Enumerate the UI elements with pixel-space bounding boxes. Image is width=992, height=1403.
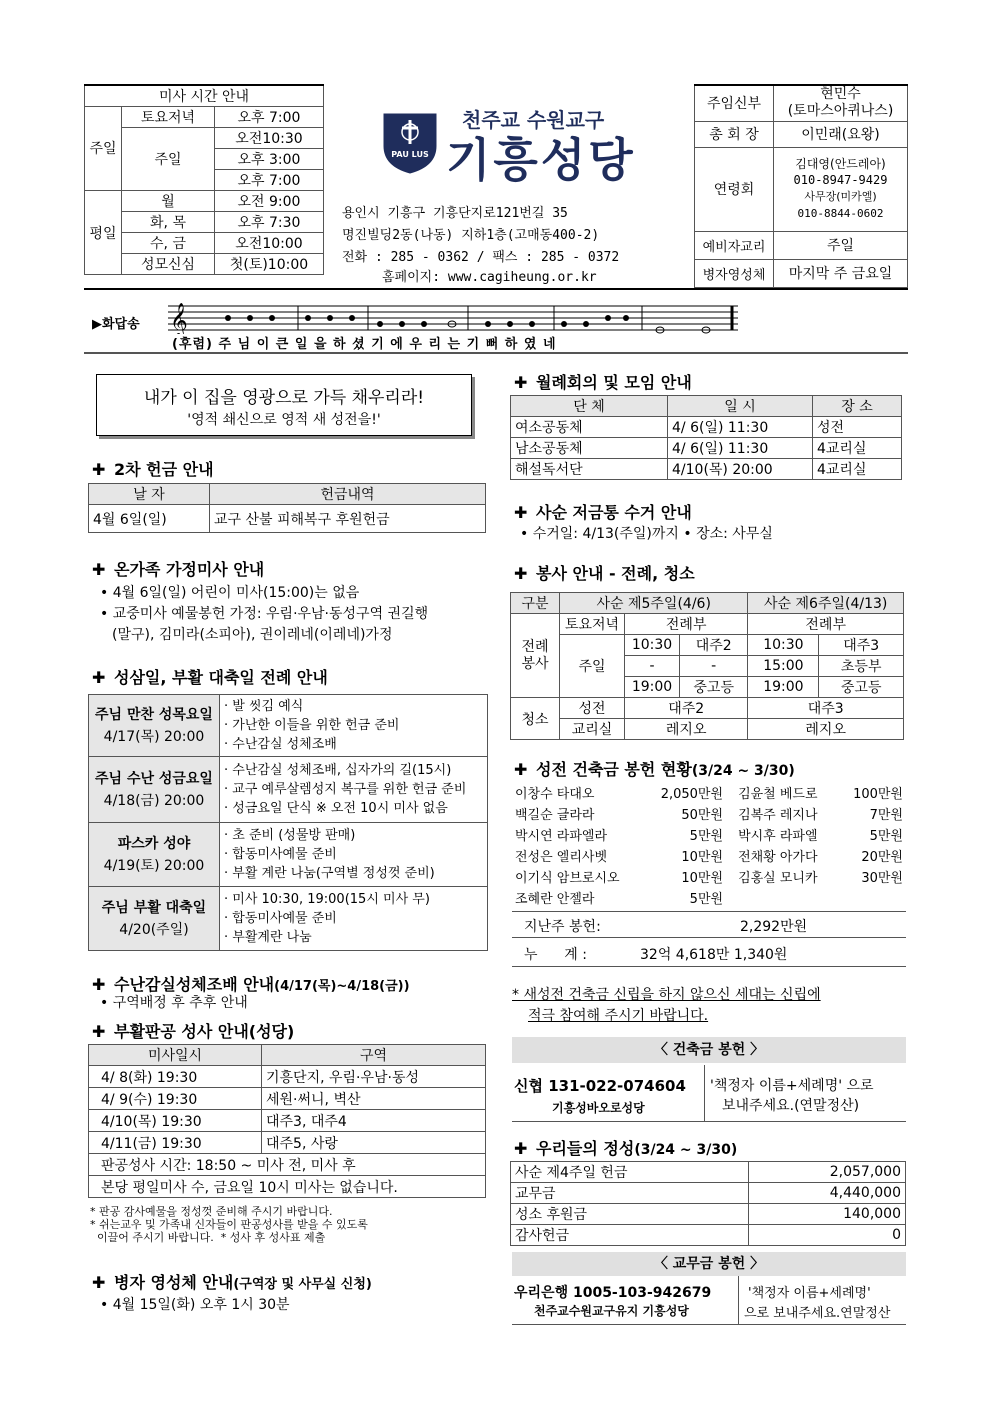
meeting-time: 4/ 6(일) 11:30	[668, 438, 813, 459]
service-time: 10:30	[748, 635, 819, 656]
section-offerings	[514, 1136, 737, 1159]
confession-area: 대주3, 대주4	[262, 1110, 486, 1132]
plus-icon: ✚	[514, 373, 528, 392]
holy-week-items: · 미사 10:30, 19:00(15시 미사 무) · 합동미사예물 준비 · 부활계란 나눔	[220, 887, 488, 951]
homepage-label: 홈페이지:	[382, 270, 441, 285]
banner-box	[96, 374, 472, 436]
section-title: 성전 건축금 봉헌 현황	[536, 760, 692, 779]
section-savings	[514, 500, 692, 523]
account-memo: '책정자 이름+세례명'	[748, 1286, 871, 1301]
section-title: 사순 저금통 수거 안내	[536, 503, 692, 522]
donor-name: 백길순 글라라	[515, 808, 595, 823]
section-title: 온가족 가정미사 안내	[114, 560, 265, 579]
mass-time: 오후 7:00	[215, 107, 324, 128]
diocese-name: 천주교 수원교구	[462, 108, 605, 132]
offering-amount: 0	[748, 1225, 905, 1246]
donor-name: 이기식 암브로시오	[515, 871, 620, 886]
section-subtitle: (4/17(목)~4/18(금))	[274, 979, 410, 994]
section-title: 수난감실성체조배 안내	[114, 975, 275, 994]
divider	[512, 911, 906, 912]
account-number: 신협 131-022-074604	[514, 1077, 686, 1095]
column-header: 단 체	[511, 396, 668, 417]
column-header: 구역	[262, 1045, 486, 1066]
column-header: 미사일시	[89, 1045, 262, 1066]
mass-title: 미사 시간 안내	[85, 85, 324, 107]
section-title: 2차 헌금 안내	[114, 460, 214, 479]
offering-amount: 140,000	[748, 1204, 905, 1225]
service-group: 중고등	[819, 677, 904, 698]
mass-time: 오후 7:00	[215, 170, 324, 191]
donor-amount: 2,050만원	[660, 787, 724, 802]
mass-time: 오후 3:00	[215, 149, 324, 170]
section-offering2	[92, 457, 214, 480]
section-subtitle: (3/24 ~ 3/30)	[691, 763, 795, 779]
divider	[704, 1065, 705, 1121]
column-header: 사순 제6주일(4/13)	[748, 593, 904, 614]
divider	[512, 966, 906, 967]
staff-name: 현민수 (토마스아퀴나스)	[774, 85, 908, 121]
total-label: 누 계 :	[524, 947, 587, 963]
section-subtitle: (구역장 및 사무실 신청)	[233, 1277, 372, 1292]
offering2-table	[88, 483, 486, 533]
service-time: 15:00	[748, 656, 819, 677]
section-title: 부활판공 성사 안내(성당)	[114, 1022, 295, 1041]
section-title: 성삼일, 부활 대축일 전례 안내	[114, 668, 328, 687]
service-time: 19:00	[625, 677, 680, 698]
meeting-place: 4교리실	[813, 459, 902, 480]
total-value: 32억 4,618만 1,340원	[640, 947, 788, 963]
church-name: 기흥성당	[446, 133, 636, 187]
plus-icon: ✚	[92, 1022, 106, 1041]
clean-place: 성전	[560, 698, 625, 719]
donor-amount: 5만원	[689, 829, 724, 844]
section-sick	[92, 1270, 372, 1293]
staff-name: 김대영(안드레아) 010-8947-9429 사무장(미카엘) 010-8844-0602	[774, 147, 908, 231]
mass-day: 월	[122, 191, 215, 212]
service-group: 대주2	[625, 698, 748, 719]
service-group: 레지오	[625, 719, 748, 740]
homepage-link[interactable]: www.cagiheung.or.kr	[447, 270, 597, 285]
donor-name: 박시연 라파엘라	[515, 829, 608, 844]
church-logo	[380, 110, 440, 176]
service-group: 레지오	[748, 719, 904, 740]
meeting-group: 남소공동체	[511, 438, 668, 459]
section-adoration	[92, 972, 410, 995]
donor-amount: 5만원	[689, 892, 724, 907]
service-table	[510, 592, 904, 740]
plus-icon: ✚	[514, 1139, 528, 1158]
confession-footnotes: * 판공 감사예물을 정성껏 준비해 주시기 바랍니다. * 쉬는교우 및 가족내 신자들이 판공성사를 받을 수 있도록 이끌어 주시기 바랍니다. * 성사 후 성사표 제출	[90, 1205, 368, 1244]
service-group: 전례부	[625, 614, 748, 635]
list-item: • 교중미사 예물봉헌 가정: 우림·우남·동성구역 권길행	[100, 606, 429, 622]
list-item: • 4월 6일(일) 어린이 미사(15:00)는 없음	[100, 585, 360, 601]
confession-date: 4/10(목) 19:30	[89, 1110, 262, 1132]
confession-area: 대주5, 사랑	[262, 1132, 486, 1154]
section-service	[514, 561, 695, 584]
plus-icon: ✚	[514, 760, 528, 779]
holy-week-name: 주님 부활 대축일 4/20(주일)	[89, 887, 220, 951]
music-notes-icon	[168, 300, 740, 334]
meetings-table	[510, 395, 902, 480]
confession-area: 세원·써니, 벽산	[262, 1088, 486, 1110]
mass-time: 오전10:30	[215, 128, 324, 149]
staff-role: 예비자교리	[695, 231, 774, 259]
offering-amount: 2,057,000	[748, 1162, 905, 1183]
liturgy-label: 전례 봉사	[511, 614, 560, 698]
building-notice: * 새성전 건축금 신립을 하지 않으신 세대는 신립에	[512, 987, 821, 1003]
divider	[512, 937, 906, 938]
song-divider	[84, 352, 908, 354]
account-memo: 으로 보내주세요.연말정산	[744, 1306, 891, 1321]
donor-amount: 20만원	[861, 850, 903, 865]
column-header: 장 소	[813, 396, 902, 417]
donor-name: 전성은 엘리사벳	[515, 850, 608, 865]
offering2-desc: 교구 산불 피해복구 후원헌금	[210, 505, 486, 533]
service-group: -	[680, 656, 748, 677]
build-account-box	[512, 1065, 906, 1122]
header-divider	[84, 288, 908, 290]
offering2-date: 4월 6일(일)	[89, 505, 210, 533]
account-holder: 기흥성바오로성당	[552, 1101, 645, 1115]
parish-account-title: 〈 교무금 봉헌 〉	[512, 1252, 906, 1276]
staff-role: 총 회 장	[695, 121, 774, 147]
meeting-group: 해설독서단	[511, 459, 668, 480]
plus-icon: ✚	[92, 1273, 106, 1292]
confession-date: 4/ 9(수) 19:30	[89, 1088, 262, 1110]
staff-table	[694, 84, 908, 288]
donor-amount: 5만원	[869, 829, 903, 844]
shield-icon	[380, 110, 440, 176]
column-header: 사순 제5주일(4/6)	[560, 593, 748, 614]
holy-week-name: 파스카 성야 4/19(토) 20:00	[89, 823, 220, 887]
homepage-line	[382, 266, 597, 285]
confession-area: 기흥단지, 우림·우남·동성	[262, 1066, 486, 1088]
plus-icon: ✚	[92, 460, 106, 479]
service-group: 전례부	[748, 614, 904, 635]
service-time: -	[625, 656, 680, 677]
offering-name: 감사헌금	[511, 1225, 749, 1246]
plus-icon: ✚	[92, 560, 106, 579]
song-lyrics: (후렴) 주 님 이 큰 일 을 하 셨 기 에 우 리 는 기 뻐 하 였 네	[172, 337, 557, 352]
section-title: 봉사 안내 - 전례, 청소	[536, 564, 695, 583]
confession-date: 4/11(금) 19:30	[89, 1132, 262, 1154]
mass-day: 화, 목	[122, 212, 215, 233]
service-time: 10:30	[625, 635, 680, 656]
music-staff	[168, 300, 740, 334]
staff-role: 주임신부	[695, 85, 774, 121]
account-memo: 보내주세요.(연말정산)	[722, 1098, 860, 1114]
section-building	[514, 757, 795, 780]
column-header: 헌금내역	[210, 484, 486, 505]
section-meetings	[514, 370, 692, 393]
account-memo: '책정자 이름+세례명' 으로	[710, 1078, 874, 1094]
donor-list	[514, 782, 904, 908]
mass-day: 성모신심	[122, 254, 215, 275]
donor-name: 전채황 아가다	[738, 850, 818, 865]
section-title: 월례회의 및 모임 안내	[536, 373, 692, 392]
offering-name: 성소 후원금	[511, 1204, 749, 1225]
confession-note: 본당 평일미사 수, 금요일 10시 미사는 없습니다.	[89, 1176, 486, 1198]
column-header: 일 시	[668, 396, 813, 417]
divider	[738, 1276, 739, 1324]
meeting-place: 성전	[813, 417, 902, 438]
holy-week-items: · 발 씻김 예식 · 가난한 이들을 위한 헌금 준비 · 수난감실 성체조배	[220, 695, 488, 757]
meeting-time: 4/10(목) 20:00	[668, 459, 813, 480]
staff-name: 이민래(요왕)	[774, 121, 908, 147]
last-week-label: 지난주 봉헌:	[524, 919, 601, 935]
mass-day: 토요저녁	[122, 107, 215, 128]
banner-title: 내가 이 집을 영광으로 가득 채우리라!	[143, 388, 425, 408]
holy-week-name: 주님 만찬 성목요일 4/17(목) 20:00	[89, 695, 220, 757]
phone-fax: 전화 : 285 - 0362 / 팩스 : 285 - 0372	[342, 250, 620, 265]
service-time: 19:00	[748, 677, 819, 698]
list-item: • 4월 15일(화) 오후 1시 30분	[100, 1297, 290, 1313]
account-number: 우리은행 1005-103-942679	[514, 1285, 712, 1301]
section-holy-week	[92, 665, 328, 688]
address-line1: 용인시 기흥구 기흥단지로121번길 35	[342, 206, 568, 221]
list-item: (말구), 김미라(소피아), 권이레네(이레네)가정	[112, 627, 393, 643]
parish-account-box	[512, 1276, 906, 1325]
staff-name: 주일	[774, 231, 908, 259]
mass-day: 주일	[122, 128, 215, 191]
confession-note: 판공성사 시간: 18:50 ~ 미사 전, 미사 후	[89, 1154, 486, 1176]
confession-date: 4/ 8(화) 19:30	[89, 1066, 262, 1088]
meeting-group: 여소공동체	[511, 417, 668, 438]
holy-week-items: · 초 준비 (성물방 판매) · 합동미사예물 준비 · 부활 계란 나눔(구역별 정성껏 준비)	[220, 823, 488, 887]
donor-name: 조혜란 안젤라	[515, 892, 595, 907]
account-holder: 천주교수원교구유지 기흥성당	[534, 1304, 689, 1318]
column-header: 구분	[511, 593, 560, 614]
section-family-mass	[92, 557, 264, 580]
plus-icon: ✚	[514, 564, 528, 583]
meeting-time: 4/ 6(일) 11:30	[668, 417, 813, 438]
plus-icon: ✚	[92, 668, 106, 687]
donor-name: 김복주 레지나	[738, 808, 818, 823]
service-group: 대주3	[819, 635, 904, 656]
logo-text: PAU LUS	[391, 150, 429, 159]
service-group: 중고등	[680, 677, 748, 698]
confession-table	[88, 1044, 486, 1198]
donor-amount: 10만원	[681, 871, 724, 886]
list-item: • 수거일: 4/13(주일)까지 • 장소: 사무실	[520, 526, 773, 542]
sunday-label: 주일	[85, 107, 122, 191]
donor-amount: 50만원	[681, 808, 724, 823]
staff-name: 마지막 주 금요일	[774, 259, 908, 287]
service-group: 대주2	[680, 635, 748, 656]
plus-icon: ✚	[92, 975, 106, 994]
list-item: • 구역배정 후 추후 안내	[100, 995, 248, 1011]
offering-amount: 4,440,000	[748, 1183, 905, 1204]
offering-name: 교무금	[511, 1183, 749, 1204]
donor-name: 박시후 라파엘	[738, 829, 818, 844]
meeting-place: 4교리실	[813, 438, 902, 459]
clean-label: 청소	[511, 698, 560, 740]
offering-name: 사순 제4주일 헌금	[511, 1162, 749, 1183]
donor-amount: 100만원	[853, 787, 903, 802]
staff-role: 병자영성체	[695, 259, 774, 287]
svg-text:𝄞: 𝄞	[170, 303, 188, 334]
build-account-title: 〈 건축금 봉헌 〉	[512, 1037, 906, 1063]
holy-week-table	[88, 694, 488, 951]
holy-week-name: 주님 수난 성금요일 4/18(금) 20:00	[89, 757, 220, 823]
mass-time: 오전 9:00	[215, 191, 324, 212]
section-confession	[92, 1019, 294, 1042]
donor-amount: 7만원	[869, 808, 903, 823]
section-title: 우리들의 정성	[536, 1139, 635, 1158]
donor-name: 이창수 타대오	[515, 787, 595, 802]
mass-time: 오전10:00	[215, 233, 324, 254]
donor-name: 김윤철 베드로	[738, 787, 818, 802]
mass-time-table	[84, 84, 324, 275]
banner-subtitle: '영적 쇄신으로 영적 새 성전을!'	[187, 412, 381, 428]
song-label: ▶화답송	[92, 317, 140, 332]
last-week-value: 2,292만원	[740, 919, 808, 935]
staff-role: 연령회	[695, 147, 774, 231]
offerings-table	[510, 1161, 906, 1246]
column-header: 날 자	[89, 484, 210, 505]
donor-amount: 10만원	[681, 850, 724, 865]
clean-place: 교리실	[560, 719, 625, 740]
service-group: 초등부	[819, 656, 904, 677]
section-title: 병자 영성체 안내	[114, 1273, 234, 1292]
weekday-label: 평일	[85, 191, 122, 275]
mass-time: 첫(토)10:00	[215, 254, 324, 275]
service-time-label: 주일	[560, 635, 625, 698]
holy-week-items: · 수난감실 성체조배, 십자가의 길(15시) · 교구 예루살렘성지 복구를 위한 헌금 준비 · 성금요일 단식 ※ 오전 10시 미사 없음	[220, 757, 488, 823]
donor-name: 김홍실 모니카	[738, 871, 818, 886]
plus-icon: ✚	[514, 503, 528, 522]
mass-day: 수, 금	[122, 233, 215, 254]
donor-amount: 30만원	[861, 871, 903, 886]
address-line2: 명진빌딩2동(나동) 지하1층(고매동400-2)	[342, 228, 600, 243]
service-group: 대주3	[748, 698, 904, 719]
service-time-label: 토요저녁	[560, 614, 625, 635]
building-notice: 적극 참여해 주시기 바랍니다.	[528, 1008, 709, 1024]
section-subtitle: (3/24 ~ 3/30)	[634, 1142, 738, 1158]
mass-time: 오후 7:30	[215, 212, 324, 233]
family-mass-list	[100, 583, 428, 646]
